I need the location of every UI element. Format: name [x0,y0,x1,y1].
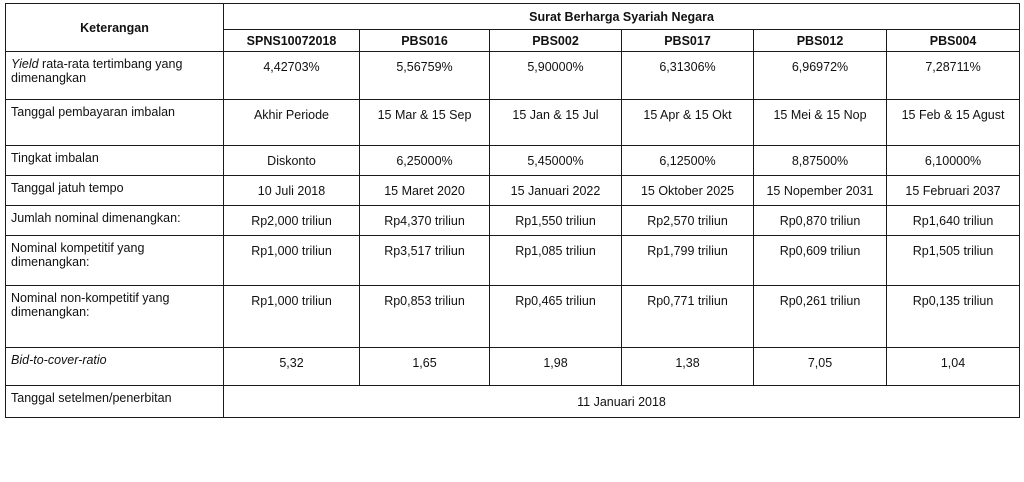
table-cell: Rp0,853 triliun [360,286,490,348]
auction-results-table-wrapper [5,3,1020,418]
table-cell: 15 Mar & 15 Sep [360,100,490,146]
table-cell: 1,65 [360,348,490,386]
table-cell: Rp0,771 triliun [622,286,754,348]
series-header: PBS004 [887,30,1020,52]
settlement-date-cell: 11 Januari 2018 [224,386,1020,418]
table-cell: Rp2,570 triliun [622,206,754,236]
table-cell: Rp1,000 triliun [224,236,360,286]
table-row-competitive [6,236,1020,286]
table-cell: 1,38 [622,348,754,386]
table-cell: 6,10000% [887,146,1020,176]
table-cell: 4,42703% [224,52,360,100]
table-row-rate [6,146,1020,176]
table-cell: Rp1,640 triliun [887,206,1020,236]
table-row-noncompetitive [6,286,1020,348]
table-cell: 10 Juli 2018 [224,176,360,206]
auction-results-table [5,3,1020,418]
table-cell: Akhir Periode [224,100,360,146]
table-cell: 5,56759% [360,52,490,100]
table-cell: 5,45000% [490,146,622,176]
table-cell: Rp3,517 triliun [360,236,490,286]
table-cell: 7,28711% [887,52,1020,100]
table-row-payment-date [6,100,1020,146]
table-cell: 15 Februari 2037 [887,176,1020,206]
table-cell: Rp1,799 triliun [622,236,754,286]
table-cell: Rp0,261 triliun [754,286,887,348]
table-cell: 7,05 [754,348,887,386]
table-cell: Rp1,000 triliun [224,286,360,348]
table-cell: 15 Maret 2020 [360,176,490,206]
series-header: PBS017 [622,30,754,52]
table-cell: 6,12500% [622,146,754,176]
table-row-settlement [6,386,1020,418]
table-cell: Rp0,465 triliun [490,286,622,348]
series-header: PBS016 [360,30,490,52]
row-label-total-won: Jumlah nominal dimenangkan: [6,206,224,236]
table-row-bid-to-cover [6,348,1020,386]
table-row-total-won [6,206,1020,236]
row-label-payment-date: Tanggal pembayaran imbalan [6,100,224,146]
table-cell: Rp1,550 triliun [490,206,622,236]
table-cell: 15 Feb & 15 Agust [887,100,1020,146]
table-cell: Rp1,085 triliun [490,236,622,286]
row-label-noncompetitive: Nominal non-kompetitif yang dimenangkan: [6,286,224,348]
table-row-maturity [6,176,1020,206]
table-cell: 15 Nopember 2031 [754,176,887,206]
table-cell: 15 Apr & 15 Okt [622,100,754,146]
table-cell: Diskonto [224,146,360,176]
header-row-group [6,4,1020,30]
row-label-competitive: Nominal kompetitif yang dimenangkan: [6,236,224,286]
table-row-yield [6,52,1020,100]
table-cell: Rp0,870 triliun [754,206,887,236]
table-cell: Rp0,609 triliun [754,236,887,286]
table-cell: 6,25000% [360,146,490,176]
table-cell: 6,96972% [754,52,887,100]
table-cell: 15 Oktober 2025 [622,176,754,206]
table-cell: 8,87500% [754,146,887,176]
series-header: PBS002 [490,30,622,52]
series-header: PBS012 [754,30,887,52]
table-cell: Rp4,370 triliun [360,206,490,236]
table-cell: 15 Jan & 15 Jul [490,100,622,146]
sbsn-group-header: Surat Berharga Syariah Negara [224,4,1020,30]
table-cell: 6,31306% [622,52,754,100]
table-cell: Rp0,135 triliun [887,286,1020,348]
series-header: SPNS10072018 [224,30,360,52]
table-cell: 5,32 [224,348,360,386]
row-label-settlement: Tanggal setelmen/penerbitan [6,386,224,418]
table-cell: 1,98 [490,348,622,386]
table-cell: 5,90000% [490,52,622,100]
table-cell: Rp1,505 triliun [887,236,1020,286]
table-cell: 15 Januari 2022 [490,176,622,206]
row-label-bid-to-cover: Bid-to-cover-ratio [6,348,224,386]
keterangan-header: Keterangan [6,4,224,52]
row-label-maturity: Tanggal jatuh tempo [6,176,224,206]
table-cell: Rp2,000 triliun [224,206,360,236]
row-label-rate: Tingkat imbalan [6,146,224,176]
table-cell: 1,04 [887,348,1020,386]
row-label-yield: Yield rata-rata tertimbang yang dimenangkan [6,52,224,100]
table-cell: 15 Mei & 15 Nop [754,100,887,146]
